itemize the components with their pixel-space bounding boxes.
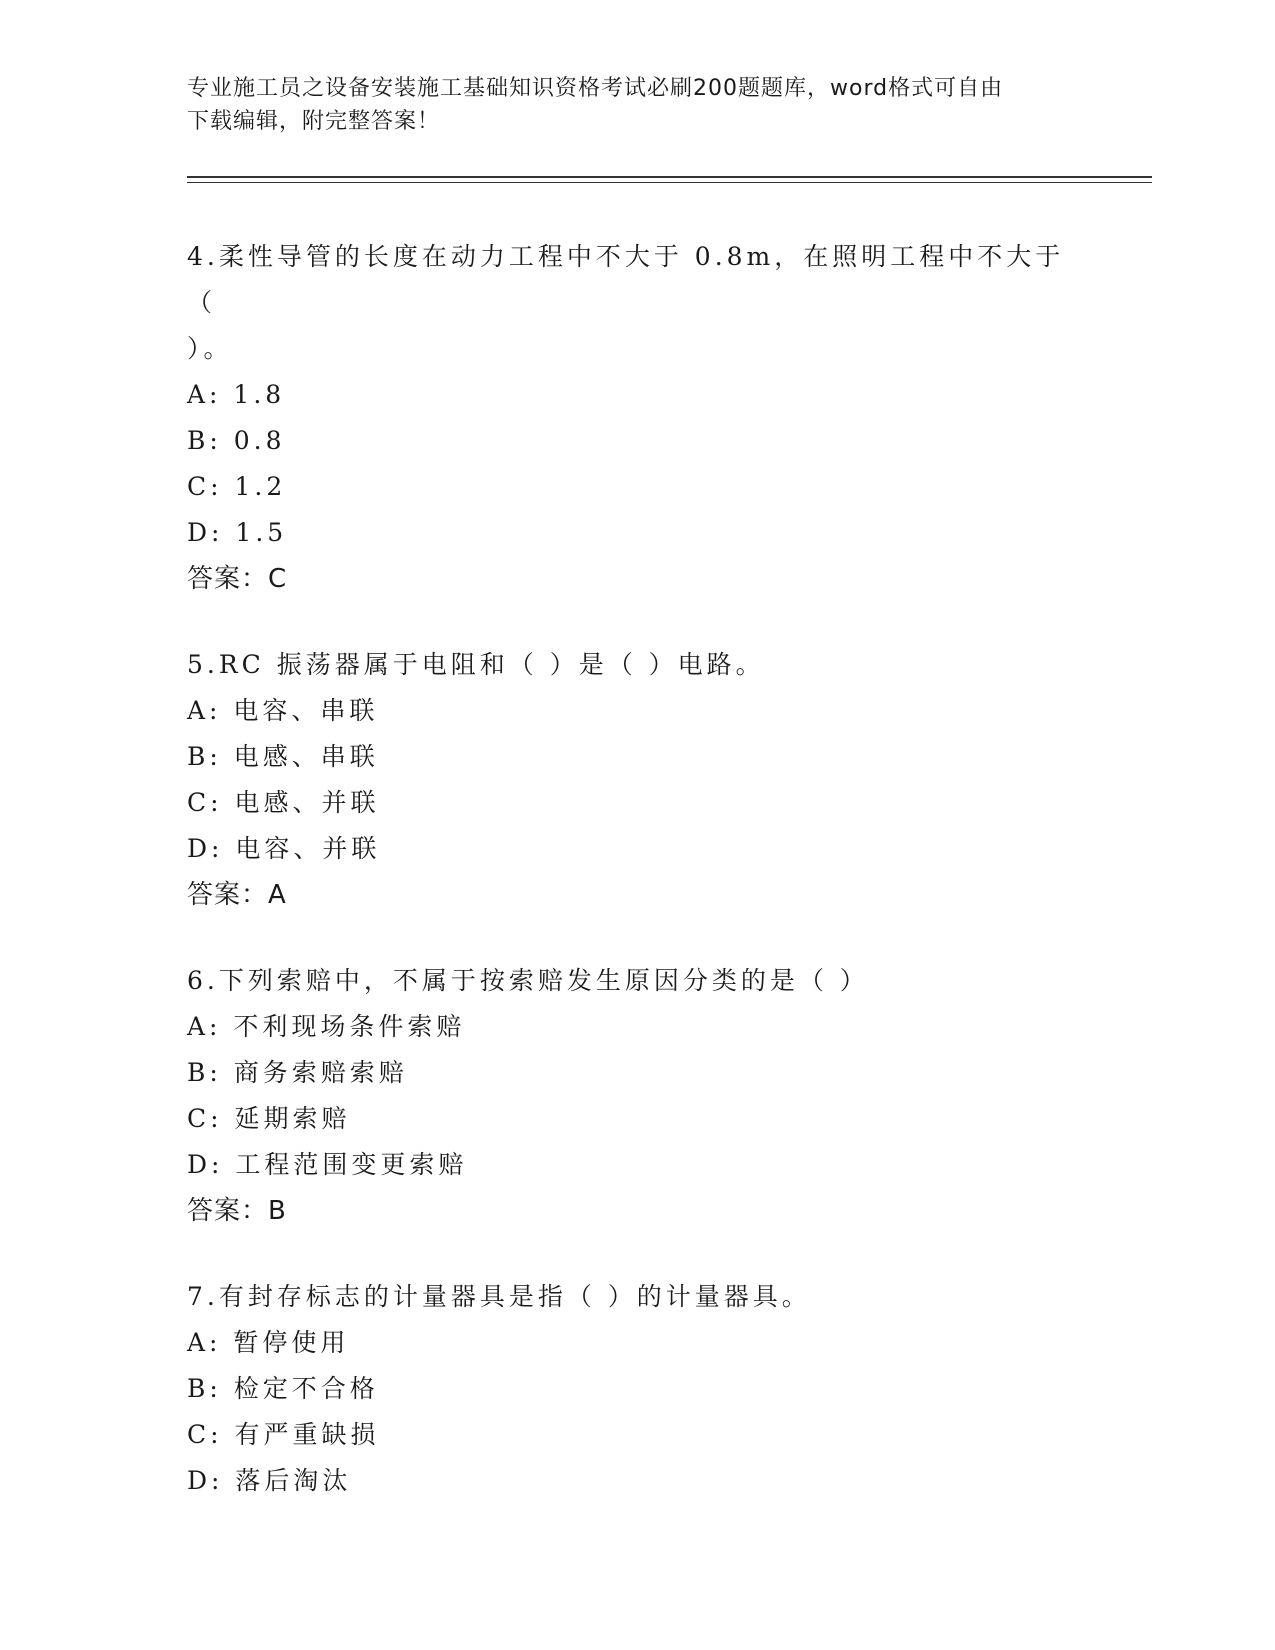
question-7 <box>187 1274 1087 1504</box>
option-b: B: 电感、串联 <box>187 742 379 771</box>
option-c: C: 电感、并联 <box>187 788 380 817</box>
option-a: A: 不利现场条件索赔 <box>187 1012 466 1041</box>
answer: 答案：B <box>187 1196 287 1226</box>
option-a: A: 暂停使用 <box>187 1328 350 1357</box>
header-divider-top <box>187 176 1152 178</box>
header-line-2: 下载编辑，附完整答案！ <box>187 109 441 134</box>
option-c: C: 延期索赔 <box>187 1104 351 1133</box>
question-4 <box>187 234 1087 602</box>
option-b: B: 0.8 <box>187 426 286 455</box>
option-a: A: 1.8 <box>187 380 286 409</box>
question-text: 7.有封存标志的计量器具是指（ ）的计量器具。 <box>187 1282 811 1311</box>
header-divider-bottom <box>187 182 1152 183</box>
option-a: A: 电容、串联 <box>187 696 379 725</box>
option-d: D: 1.5 <box>187 518 288 547</box>
question-text: 5.RC 振荡器属于电阻和（ ）是（ ）电路。 <box>187 650 765 679</box>
question-6 <box>187 958 1087 1234</box>
question-text: 4.柔性导管的长度在动力工程中不大于 0.8m，在照明工程中不大于（ <box>187 242 1065 317</box>
option-b: B: 商务索赔索赔 <box>187 1058 408 1087</box>
option-c: C: 有严重缺损 <box>187 1420 380 1449</box>
document-header <box>187 72 1077 138</box>
question-text: 6.下列索赔中，不属于按索赔发生原因分类的是（ ） <box>187 966 869 995</box>
header-line-1: 专业施工员之设备安装施工基础知识资格考试必刷200题题库，word格式可自由 <box>187 76 1004 101</box>
option-c: C: 1.2 <box>187 472 287 501</box>
answer: 答案：C <box>187 564 288 594</box>
option-b: B: 检定不合格 <box>187 1374 379 1403</box>
answer: 答案：A <box>187 880 287 910</box>
question-5 <box>187 642 1087 918</box>
option-d: D: 工程范围变更索赔 <box>187 1150 468 1179</box>
question-list <box>187 234 1087 1544</box>
option-d: D: 电容、并联 <box>187 834 381 863</box>
question-text-continued: ）。 <box>187 334 233 363</box>
option-d: D: 落后淘汰 <box>187 1466 352 1495</box>
